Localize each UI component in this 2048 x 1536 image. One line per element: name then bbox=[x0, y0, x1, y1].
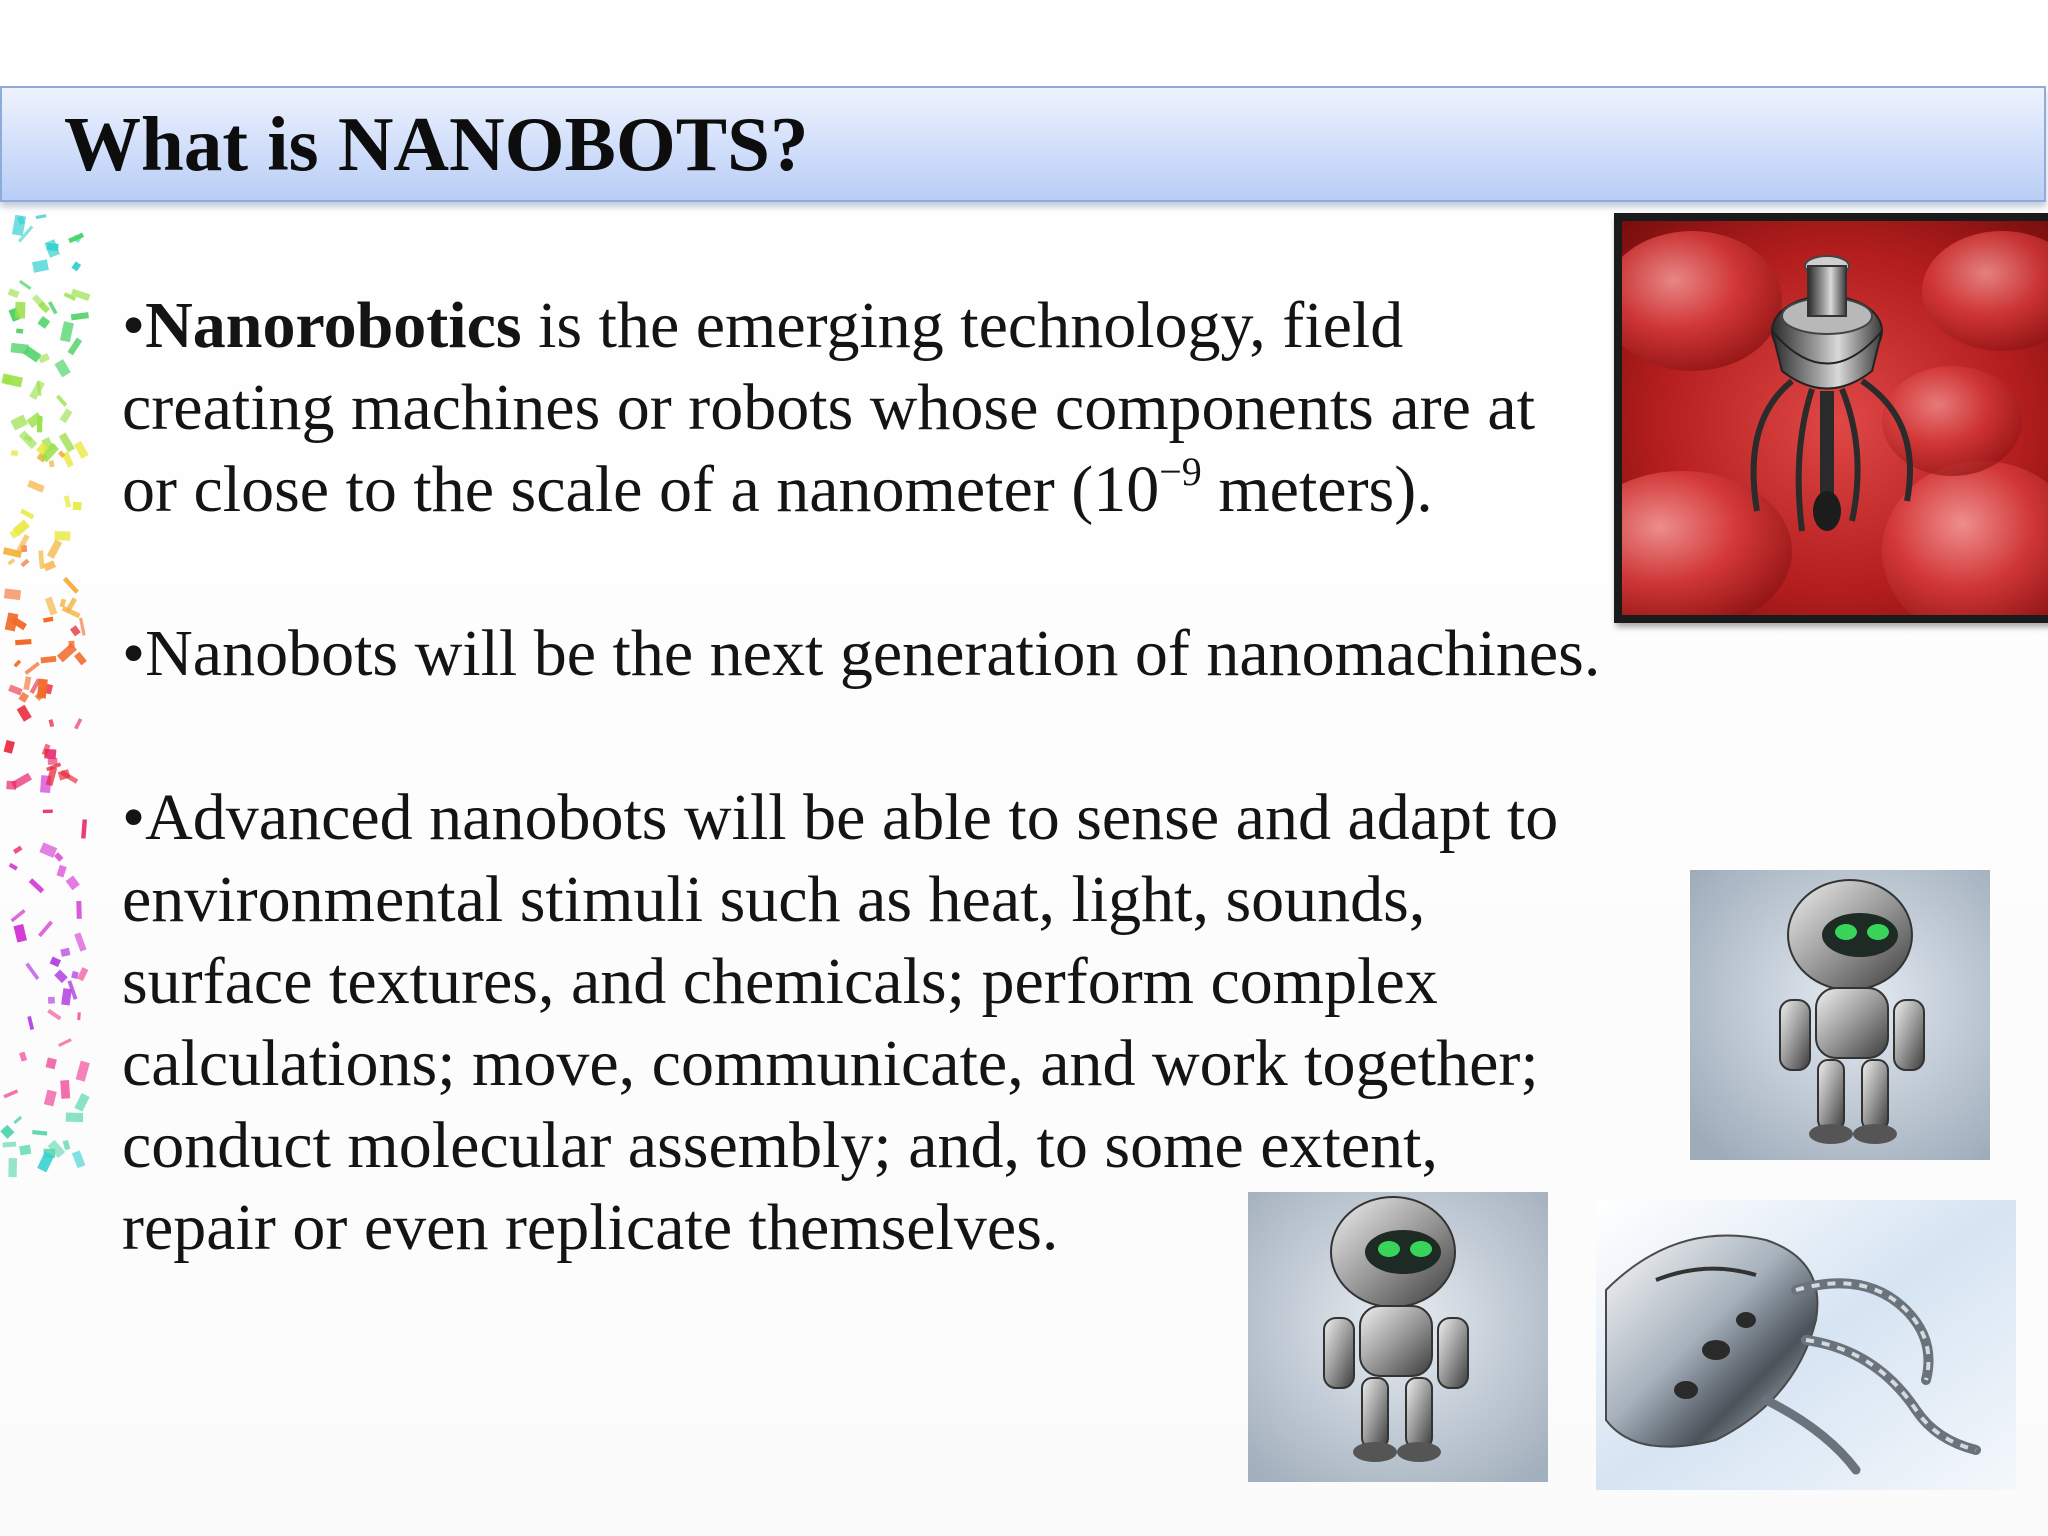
confetti-piece bbox=[27, 480, 45, 493]
confetti-piece bbox=[74, 1093, 89, 1112]
confetti-piece bbox=[60, 321, 74, 342]
confetti-piece bbox=[54, 359, 70, 377]
confetti-piece bbox=[10, 414, 28, 430]
confetti-piece bbox=[54, 852, 63, 862]
confetti-piece bbox=[43, 560, 56, 571]
confetti-piece bbox=[66, 1112, 84, 1122]
confetti-piece bbox=[60, 408, 73, 423]
confetti-piece bbox=[13, 1116, 22, 1124]
confetti-piece bbox=[19, 1052, 27, 1062]
confetti-piece bbox=[44, 1090, 57, 1107]
confetti-piece bbox=[32, 259, 49, 272]
confetti-piece bbox=[4, 740, 15, 754]
confetti-piece bbox=[48, 758, 58, 765]
confetti-piece bbox=[63, 577, 79, 594]
paragraph-nanorobotics bbox=[122, 285, 1682, 531]
confetti-piece bbox=[48, 997, 55, 1004]
confetti-piece bbox=[46, 1057, 57, 1069]
confetti-piece bbox=[68, 641, 74, 648]
paragraph-text: meters). bbox=[1201, 453, 1433, 526]
confetti-piece bbox=[19, 280, 32, 290]
confetti-piece bbox=[10, 909, 25, 922]
confetti-piece bbox=[45, 597, 57, 616]
confetti-piece bbox=[11, 450, 18, 456]
confetti-piece bbox=[79, 618, 86, 636]
confetti-piece bbox=[71, 261, 81, 271]
confetti-piece bbox=[17, 705, 32, 722]
confetti-piece bbox=[36, 214, 47, 219]
confetti-piece bbox=[16, 329, 23, 334]
confetti-piece bbox=[3, 1089, 18, 1098]
confetti-piece bbox=[73, 502, 82, 510]
confetti-piece bbox=[58, 1038, 72, 1047]
confetti-piece bbox=[43, 617, 54, 623]
confetti-piece bbox=[37, 316, 50, 329]
confetti-piece bbox=[38, 550, 44, 569]
slide-title: What is NANOBOTS? bbox=[64, 101, 809, 187]
confetti-piece bbox=[74, 652, 87, 666]
paragraph-text: is the emerging technology, field bbox=[521, 289, 1404, 362]
confetti-piece bbox=[56, 395, 67, 407]
confetti-piece bbox=[49, 460, 54, 467]
confetti-piece bbox=[70, 625, 81, 636]
exponent: −9 bbox=[1159, 449, 1202, 494]
confetti-piece bbox=[40, 656, 56, 664]
confetti-piece bbox=[8, 1158, 17, 1177]
confetti-piece bbox=[72, 1150, 86, 1168]
paragraph-line: calculations; move, communicate, and work together; bbox=[122, 1027, 1539, 1100]
confetti-piece bbox=[66, 876, 80, 891]
metallic-bug-robot-image bbox=[1596, 1200, 2016, 1490]
confetti-piece bbox=[81, 819, 87, 838]
nanobot-in-blood-vessel-image bbox=[1614, 213, 2048, 623]
confetti-piece bbox=[74, 932, 86, 951]
confetti-piece bbox=[20, 508, 35, 519]
confetti-piece bbox=[4, 589, 21, 601]
confetti-piece bbox=[23, 676, 31, 690]
confetti-piece bbox=[64, 495, 72, 507]
bullet: • bbox=[122, 289, 146, 362]
confetti-piece bbox=[71, 312, 89, 320]
confetti-piece bbox=[47, 1009, 61, 1021]
confetti-piece bbox=[25, 963, 39, 980]
paragraph-text: or close to the scale of a nanometer (10 bbox=[122, 453, 1160, 526]
confetti-piece bbox=[9, 863, 18, 871]
confetti-piece bbox=[59, 599, 66, 608]
confetti-piece bbox=[74, 718, 82, 729]
title-bar bbox=[0, 86, 2046, 202]
confetti-piece bbox=[14, 924, 27, 943]
confetti-piece bbox=[48, 719, 54, 727]
silver-robot-image bbox=[1248, 1192, 1548, 1482]
confetti-piece bbox=[8, 288, 20, 298]
paragraph-line: •Nanobots will be the next generation of nanomachines. bbox=[122, 617, 1601, 690]
confetti-piece bbox=[27, 1016, 34, 1030]
confetti-piece bbox=[6, 781, 16, 790]
confetti-piece bbox=[54, 969, 68, 983]
confetti-piece bbox=[60, 1080, 70, 1099]
confetti-piece bbox=[15, 639, 31, 645]
confetti-piece bbox=[19, 1145, 31, 1156]
confetti-piece bbox=[8, 685, 22, 696]
confetti-piece bbox=[15, 302, 25, 319]
confetti-piece bbox=[19, 430, 37, 449]
confetti-piece bbox=[14, 660, 22, 668]
silver-robot-image bbox=[1690, 870, 1990, 1160]
confetti-piece bbox=[77, 967, 88, 981]
confetti-piece bbox=[48, 301, 57, 314]
confetti-piece bbox=[76, 901, 81, 919]
confetti-piece bbox=[29, 878, 44, 893]
confetti-piece bbox=[77, 1012, 81, 1020]
confetti-piece bbox=[47, 539, 62, 559]
confetti-piece bbox=[63, 1140, 71, 1150]
confetti-piece bbox=[54, 531, 70, 541]
confetti-piece bbox=[7, 558, 15, 565]
confetti-piece bbox=[32, 1130, 47, 1136]
confetti-piece bbox=[57, 865, 67, 878]
paragraph-line: conduct molecular assembly; and, to some extent, bbox=[122, 1109, 1438, 1182]
confetti-piece bbox=[20, 559, 29, 568]
confetti-piece bbox=[24, 662, 39, 675]
confetti-piece bbox=[59, 432, 75, 452]
paragraph-line: creating machines or robots whose components are at bbox=[122, 371, 1536, 444]
decorative-confetti-strip bbox=[0, 205, 110, 1255]
bold-term: Nanorobotics bbox=[145, 289, 522, 362]
confetti-piece bbox=[5, 612, 19, 631]
confetti-piece bbox=[0, 1125, 14, 1139]
confetti-piece bbox=[50, 957, 61, 968]
confetti-piece bbox=[44, 239, 60, 257]
paragraph-nanobots-generation bbox=[122, 613, 1682, 695]
paragraph-line: surface textures, and chemicals; perform complex bbox=[122, 945, 1438, 1018]
confetti-piece bbox=[76, 1061, 90, 1082]
paragraph-line bbox=[122, 285, 1682, 367]
paragraph-line bbox=[122, 449, 1682, 531]
paragraph-line: •Advanced nanobots will be able to sense and adapt to bbox=[122, 781, 1559, 854]
confetti-piece bbox=[74, 441, 89, 459]
paragraph-line: repair or even replicate themselves. bbox=[122, 1191, 1059, 1264]
confetti-piece bbox=[13, 846, 23, 854]
paragraph-line: environmental stimuli such as heat, light, sounds, bbox=[122, 863, 1426, 936]
confetti-piece bbox=[60, 948, 70, 957]
confetti-piece bbox=[61, 988, 72, 1005]
confetti-piece bbox=[1, 373, 23, 387]
confetti-piece bbox=[43, 810, 53, 814]
confetti-piece bbox=[2, 1142, 16, 1148]
confetti-piece bbox=[38, 920, 53, 937]
